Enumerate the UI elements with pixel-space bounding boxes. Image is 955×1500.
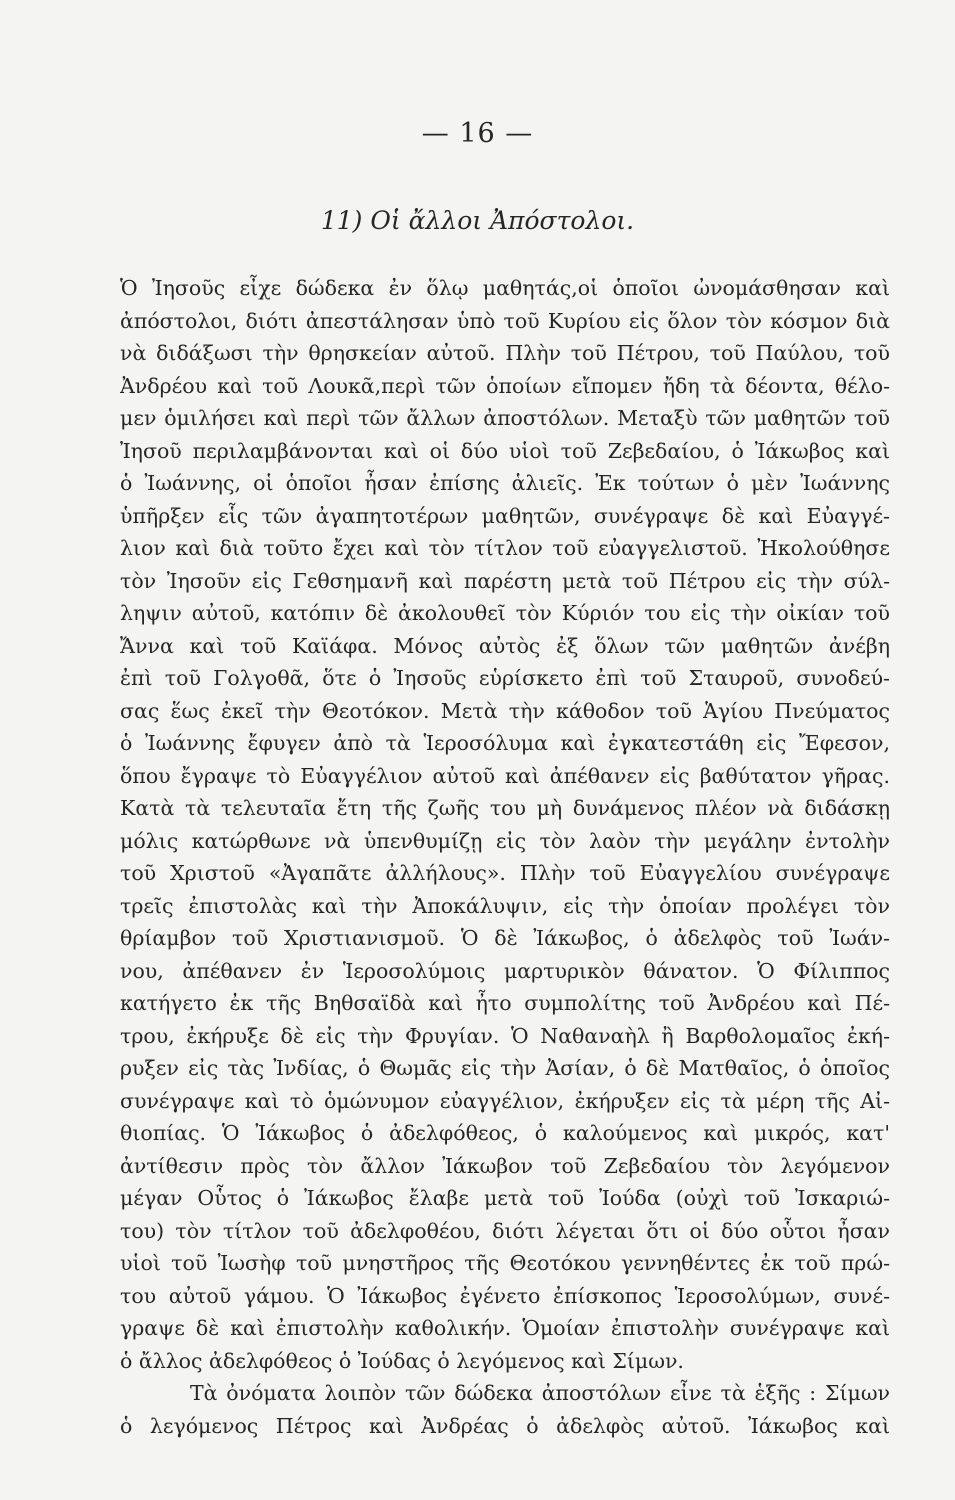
text-line: θρίαμβον τοῦ Χριστιανισμοῦ. Ὁ δὲ Ἰάκωβος, ὁ ἀδελφὸς τοῦ Ἰωάν- [120, 926, 890, 950]
text-line: Ἰησοῦ περιλαμβάνονται καὶ οἱ δύο υἱοὶ τοῦ Ζεβεδαίου, ὁ Ἰάκωβος καὶ [120, 438, 890, 463]
text-line: ρυξεν εἰς τὰς Ἰνδίας, ὁ Θωμᾶς εἰς τὴν Ἀσίαν, ὁ δὲ Ματθαῖος, ὁ ὁποῖος [120, 1056, 890, 1080]
text-line: ὁ Ἰωάννης ἔφυγεν ἀπὸ τὰ Ἱεροσόλυμα καὶ ἐγκατεστάθη εἰς Ἔφεσον, [120, 731, 890, 755]
text-line: Ἄννα καὶ τοῦ Καϊάφα. Μόνος αὐτὸς ἐξ ὅλων τῶν μαθητῶν ἀνέβη [120, 633, 890, 658]
text-line: μεν ὁμιλήσει καὶ περὶ τῶν ἄλλων ἀποστόλων. Μεταξὺ τῶν μαθητῶν τοῦ [120, 406, 890, 430]
text-line: του αὐτοῦ γάμου. Ὁ Ἰάκωβος ἐγένετο ἐπίσκοπος Ἱεροσολύμων, συνέ- [120, 1283, 890, 1308]
text-line: θιοπίας. Ὁ Ἰάκωβος ὁ ἀδελφόθεος, ὁ καλούμενος καὶ μικρός, κατ' [120, 1121, 890, 1145]
text-line: τοῦ Χριστοῦ «Ἀγαπᾶτε ἀλλήλους». Πλὴν τοῦ Εὐαγγελίου συνέγραψε [120, 861, 890, 885]
text-line: ὁ λεγόμενος Πέτρος καὶ Ἀνδρέας ὁ ἀδελφὸς αὐτοῦ. Ἰάκωβος καὶ [120, 1413, 890, 1438]
text-line: του) τὸν τίτλον τοῦ ἀδελφοθέου, διότι λέγεται ὅτι οἱ δύο οὗτοι ἦσαν [120, 1218, 890, 1243]
text-line: νου, ἀπέθανεν ἐν Ἱεροσολύμοις μαρτυρικὸν θάνατον. Ὁ Φίλιππος [120, 958, 890, 983]
text-line: λιον καὶ διὰ τοῦτο ἔχει καὶ τὸν τίτλον τοῦ εὐαγγελιστοῦ. Ἠκολούθησε [120, 536, 890, 560]
text-line: τρεῖς ἐπιστολὰς καὶ τὴν Ἀποκάλυψιν, εἰς τὴν ὁποίαν προλέγει τὸν [120, 893, 890, 918]
text-line: μόλις κατώρθωνε νὰ ὑπενθυμίζῃ εἰς τὸν λαὸν τὴν μεγάλην ἐντολὴν [120, 828, 890, 853]
text-line: τὸν Ἰησοῦν εἰς Γεθσημανῆ καὶ παρέστη μετὰ τοῦ Πέτρου εἰς τὴν σύλ- [120, 568, 890, 593]
text-line: ὑπῆρξεν εἷς τῶν ἀγαπητοτέρων μαθητῶν, συνέγραψε δὲ καὶ Εὐαγγέ- [120, 503, 890, 528]
text-line: ὁ ἄλλος ἀδελφόθεος ὁ Ἰούδας ὁ λεγόμενος καὶ Σίμων. [120, 1348, 684, 1373]
text-line: ὁ Ἰωάννης, οἱ ὁποῖοι ἦσαν ἐπίσης ἁλιεῖς. Ἐκ τούτων ὁ μὲν Ἰωάννης [120, 471, 890, 495]
text-line: μέγαν Οὗτος ὁ Ἰάκωβος ἔλαβε μετὰ τοῦ Ἰούδα (οὐχὶ τοῦ Ἰσκαριώ- [120, 1186, 890, 1210]
section-title: 11) Οἱ ἄλλοι Ἀπόστολοι. [320, 206, 635, 235]
text-line: κατήγετο ἐκ τῆς Βηθσαϊδὰ καὶ ἦτο συμπολίτης τοῦ Ἀνδρέου καὶ Πέ- [120, 991, 890, 1015]
text-line: ὅπου ἔγραψε τὸ Εὐαγγέλιον αὐτοῦ καὶ ἀπέθανεν εἰς βαθύτατον γῆρας. [120, 763, 890, 788]
text-line: ληψιν αὐτοῦ, κατόπιν δὲ ἀκολουθεῖ τὸν Κύριόν του εἰς τὴν οἰκίαν τοῦ [120, 601, 890, 625]
text-line: Ἀνδρέου καὶ τοῦ Λουκᾶ,περὶ τῶν ὁποίων εἴπομεν ἤδη τὰ δέοντα, θέλο- [120, 373, 890, 398]
text-line: ἀντίθεσιν πρὸς τὸν ἄλλον Ἰάκωβον τοῦ Ζεβεδαίου τὸν λεγόμενον [120, 1153, 890, 1178]
text-line: Κατὰ τὰ τελευταῖα ἔτη τῆς ζωῆς του μὴ δυνάμενος πλέον νὰ διδάσκῃ [120, 796, 890, 820]
text-line: νὰ διδάξωσι τὴν θρησκείαν αὐτοῦ. Πλὴν τοῦ Πέτρου, τοῦ Παύλου, τοῦ [120, 341, 890, 365]
text-line: ἀπόστολοι, διότι ἀπεστάλησαν ὑπὸ τοῦ Κυρίου εἰς ὅλον τὸν κόσμον διὰ [120, 308, 890, 333]
text-line: Ὁ Ἰησοῦς εἶχε δώδεκα ἐν ὅλῳ μαθητάς,οἱ ὁποῖοι ὠνομάσθησαν καὶ [120, 276, 890, 300]
text-line: γραψε δὲ καὶ ἐπιστολὴν καθολικήν. Ὁμοίαν ἐπιστολὴν συνέγραψε καὶ [120, 1316, 890, 1340]
text-line: Τὰ ὀνόματα λοιπὸν τῶν δώδεκα ἀποστόλων εἶνε τὰ ἑξῆς : Σίμων [190, 1381, 890, 1405]
text-line: σας ἕως ἐκεῖ τὴν Θεοτόκον. Μετὰ τὴν κάθοδον τοῦ Ἁγίου Πνεύματος [120, 698, 890, 723]
page-number: — 16 — [421, 118, 534, 149]
text-line: υἱοὶ τοῦ Ἰωσὴφ τοῦ μνηστῆρος τῆς Θεοτόκου γεννηθέντες ἐκ τοῦ πρώ- [120, 1251, 890, 1275]
body-text [120, 272, 890, 1442]
text-line: συνέγραψε καὶ τὸ ὁμώνυμον εὐαγγέλιον, ἐκήρυξεν εἰς τὰ μέρη τῆς Αἰ- [120, 1088, 890, 1113]
text-line: τρου, ἐκήρυξε δὲ εἰς τὴν Φρυγίαν. Ὁ Ναθαναὴλ ἢ Βαρθολομαῖος ἐκή- [120, 1023, 890, 1048]
text-line: ἐπὶ τοῦ Γολγοθᾶ, ὅτε ὁ Ἰησοῦς εὑρίσκετο ἐπὶ τοῦ Σταυροῦ, συνοδεύ- [120, 666, 890, 690]
